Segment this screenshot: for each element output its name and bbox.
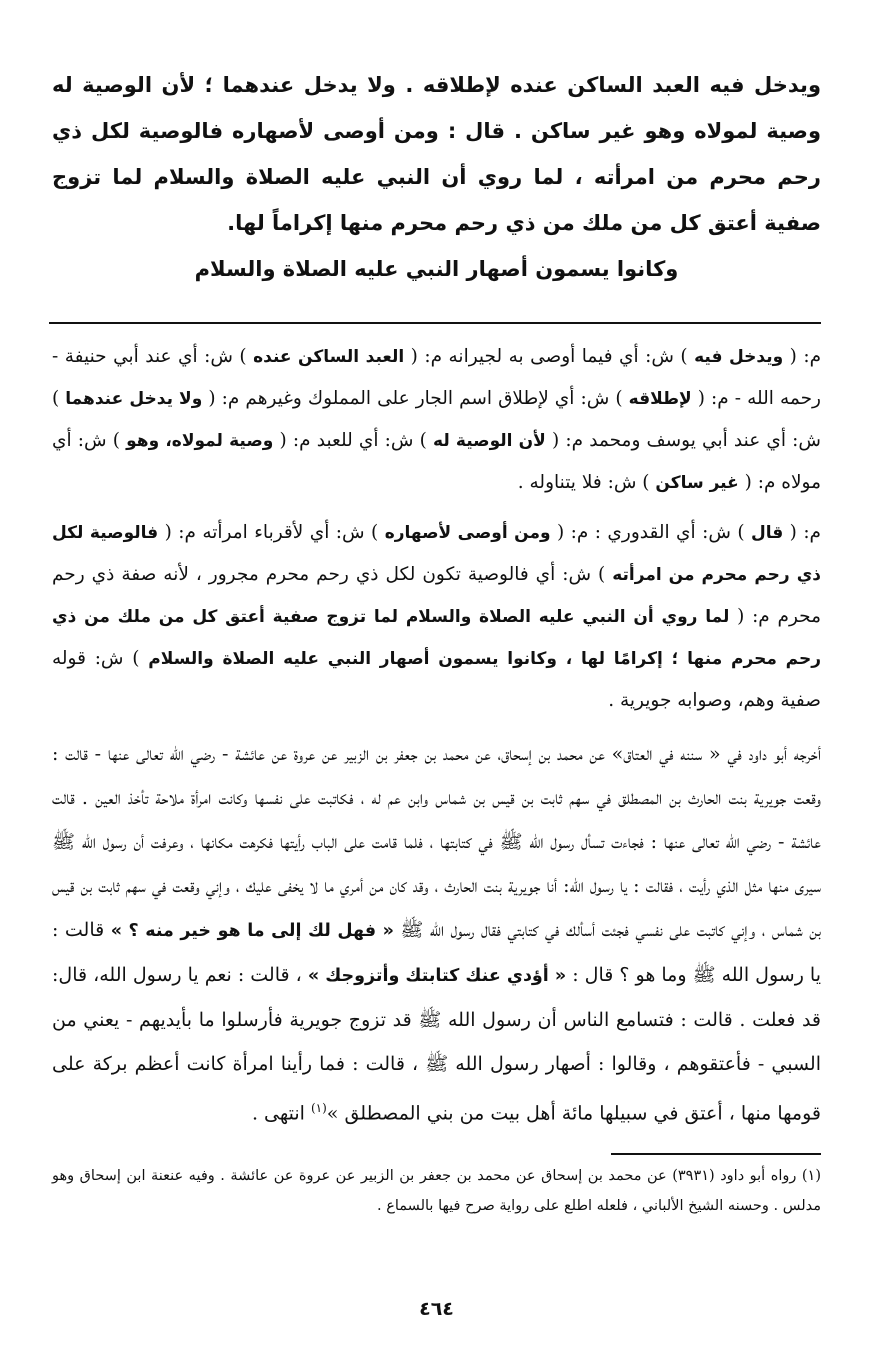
matn-last-line: وكانوا يسمون أصهار النبي عليه الصلاة والسلام: [194, 257, 679, 281]
commentary-text: ) ش: أي مولاه م: (: [52, 430, 821, 493]
quoted-text: لما روي أن النبي عليه الصلاة والسلام لما تزوج صفية أعتق كل من ملك من ذي رحم محرم منها ؛ إكرامًا لها ، وكانوا يسمون أصهار النبي عليه الصلاة والسلام: [52, 607, 821, 669]
commentary-text: أخرجه أبو داود في « سننه في العتاق» عن محمد بن إسحاق، عن محمد بن جعفر بن الزبير عن عروة عن عائشة - رضي الله تعالى عنها - قالت : وقعت جويرية بنت الحارث بن المصطلق في سهم ثابت بن قيس بن شماس وابن عم له ، فكاتبت على نفسها وكانت امرأة ملاحة تأخذ العين . قالت عائشة - رضي الله تعالى عنها : فجاءت تسأل رسول الله ﷺ في كتابتها ، فلما قامت على الباب رأيتها فكرهت مكانها ، وعرفت أن رسول الله ﷺ سيرى منها مثل الذي رأيت ، فقالت : يا رسول الله: أنا جويرية بنت الحارث ، وقد كان من أمري ما لا يخفى عليك ، وإني وقعت في سهم ثابت بن قيس بن شماس ، وإني كاتبت على نفسي فجئت أسألك في كتابتي فقال رسول الله ﷺ: [52, 743, 821, 941]
commentary-text: ) ش: أي للعبد م: (: [273, 430, 434, 451]
takhrij-paragraph: [52, 732, 821, 1135]
matn-text: ويدخل فيه العبد الساكن عنده لإطلاقه . ولا يدخل عندهما ؛ لأن الوصية له وصية لمولاه وهو غير ساكن . قال : ومن أوصى لأصهاره فالوصية لكل ذي رحم محرم من امرأته ، لما روي أن النبي عليه الصلاة والسلام لما تزوج صفية أعتق كل من ملك من ذي رحم محرم منها إكراماً لها.: [52, 73, 821, 235]
quoted-text: ومن أوصى لأصهاره: [384, 523, 551, 543]
commentary-text: ) ش: أي فالوصية تكون لكل ذي رحم محرم مجرور ، لأنه صفة ذي رحم محرم م: (: [52, 564, 822, 627]
quoted-text: ويدخل فيه: [694, 347, 784, 367]
sharh-paragraph-2: [52, 512, 821, 722]
commentary-text: انتهى .: [251, 1102, 311, 1125]
commentary-text: م: (: [783, 346, 822, 367]
separator-line: [49, 322, 821, 324]
quoted-text: ولا يدخل عندهما: [65, 389, 203, 409]
commentary-text: ) ش: أي عند أبي حنيفة - رحمه الله - م: (: [52, 346, 821, 409]
commentary-text: م: (: [783, 522, 822, 543]
commentary-text: ) ش: أي لإطلاق اسم الجار على المملوك وغيرهم م: (: [202, 388, 629, 409]
footnote-marker: (١): [310, 1101, 327, 1115]
commentary-text: ) ش: أي فيما أوصى به لجيرانه م: (: [404, 346, 695, 367]
commentary-text: ) ش: أي لأقرباء امرأته م: (: [158, 522, 385, 543]
commentary-text: ) ش: أي القدوري : م: (: [550, 522, 751, 543]
commentary-text: ) ش: أي عند أبي يوسف ومحمد م: (: [52, 388, 821, 451]
sharh-paragraph-1: [52, 336, 821, 504]
footnote: (١) رواه أبو داود (٣٩٣١) عن محمد بن إسحاق عن محمد بن جعفر بن الزبير عن عروة عن عائشة . وفيه عنعنة ابن إسحاق وهو مدلس . وحسنه الشيخ الألباني ، فلعله اطلع على رواية صرح فيها بالسماع .: [52, 1168, 821, 1215]
quoted-text: « أؤدي عنك كتابتك وأتزوجك »: [307, 966, 567, 986]
commentary-text: ، قالت : نعم يا رسول الله، قال: قد فعلت . قالت : فتسامع الناس أن رسول الله ﷺ قد تزوج جويرية فأرسلوا ما بأيديهم - يعني من السبي - فأعتقوهم ، وقالوا : أصهار رسول الله ﷺ ، قالت : فما رأينا امرأة كانت أعظم بركة على قومها منها ، أعتق في سبيلها مائة أهل بيت من بني المصطلق »: [51, 964, 821, 1125]
quoted-text: « فهل لك إلى ما هو خير منه ؟ »: [110, 921, 394, 941]
quoted-text: غير ساكن: [655, 473, 739, 493]
quoted-text: العبد الساكن عنده: [253, 347, 405, 367]
quoted-text: قال: [750, 523, 784, 543]
commentary-text: قالت : يا رسول الله ﷺ وما هو ؟ قال :: [52, 919, 821, 986]
commentary-text: ) ش: قوله صفية وهم، وصوابه جويرية .: [52, 648, 821, 711]
quoted-text: لإطلاقه: [628, 389, 692, 409]
quoted-text: فالوصية لكل ذي رحم محرم من امرأته: [52, 523, 821, 585]
quoted-text: لأن الوصية له: [433, 431, 546, 451]
page-number: ٤٦٤: [419, 1298, 454, 1320]
commentary-text: ) ش: فلا يتناوله .: [517, 472, 656, 493]
quoted-text: وصية لمولاه، وهو: [126, 431, 274, 451]
footnote-separator: [611, 1153, 821, 1155]
